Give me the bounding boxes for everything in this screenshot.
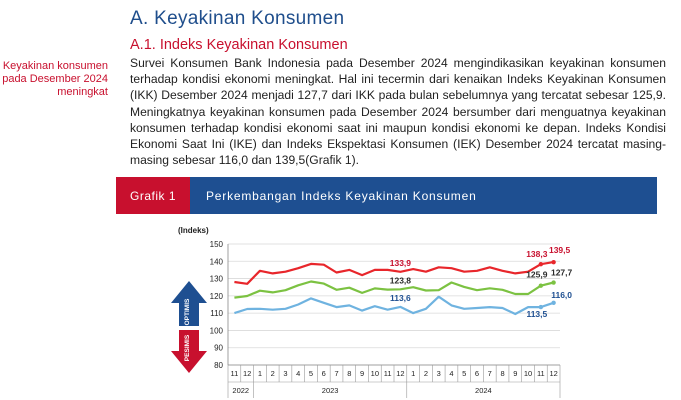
body-paragraph: Survei Konsumen Bank Indonesia pada Desember 2024 mengindikasikan keyakinan konsumen terhadap kondisi ekonomi meningkat. Hal ini tecermin dari kenaikan Indeks Keyakinan Konsumen (IKK) Desember 2024 menjadi 127,7 dari IKK pada bulan sebelumnya yang tercatat sebesar 125,9. Meningkatnya keyakinan konsumen pada Desember 2024 bersumber dari menguatnya keyakinan konsumen terhadap kondisi ekonomi saat ini maupun kondisi ekonomi ke depan. Indeks Kondisi Ekonomi Saat Ini (IKE) dan Indeks Ekspektasi Konsumen (IEK) Desember 2024 tercatat masing-masing sebesar 116,0 dan 139,5(Grafik 1).: [130, 56, 666, 168]
x-tick-label: 1: [411, 369, 416, 378]
data-label-iek: 138,3: [526, 249, 548, 260]
y-tick-label: 130: [209, 274, 223, 284]
y-tick-label: 100: [209, 326, 223, 336]
year-label: 2024: [475, 386, 492, 395]
y-tick-label: 110: [210, 309, 223, 319]
x-tick-label: 8: [347, 369, 352, 378]
x-tick-label: 7: [334, 369, 339, 378]
x-tick-label: 6: [321, 369, 326, 378]
x-tick-label: 6: [474, 369, 480, 378]
x-tick-label: 11: [230, 369, 239, 378]
year-label: 2022: [232, 386, 250, 395]
section-title: A. Keyakinan Konsumen: [130, 8, 345, 29]
data-label-ikk: 125,9: [526, 269, 548, 280]
data-label-ikk: 127,7: [550, 267, 573, 278]
x-tick-label: 5: [308, 369, 314, 378]
x-tick-label: 8: [500, 369, 505, 378]
year-label: 2023: [321, 386, 339, 395]
x-tick-label: 10: [370, 369, 380, 378]
data-point-iek: [551, 260, 555, 264]
data-point-ikk: [551, 280, 555, 284]
y-tick-label: 140: [209, 257, 223, 267]
data-point-iek: [539, 262, 543, 266]
x-tick-label: 1: [257, 369, 263, 378]
chart-tag: Grafik 1: [116, 177, 190, 214]
data-point-ikk: [539, 283, 543, 287]
x-tick-label: 10: [523, 369, 533, 378]
x-tick-label: 2: [423, 369, 429, 378]
x-tick-label: 3: [283, 369, 288, 378]
data-label-ike: 116,0: [551, 289, 573, 300]
data-label-iek: 133,9: [389, 257, 412, 268]
data-label-ike: 113,5: [526, 309, 548, 320]
data-label-iek: 139,5: [548, 245, 571, 256]
data-label-ike: 113,6: [389, 292, 411, 303]
x-tick-label: 11: [536, 369, 545, 378]
section-subtitle: A.1. Indeks Keyakinan Konsumen: [130, 37, 348, 53]
y-axis-label: (Indeks): [178, 226, 209, 235]
x-tick-label: 12: [549, 369, 558, 378]
margin-note: Keyakinan konsumen pada Desember 2024 meningkat: [2, 60, 108, 98]
x-tick-label: 7: [487, 369, 492, 378]
x-tick-label: 12: [242, 369, 252, 378]
pesimis-label: PESIMIS: [184, 334, 191, 362]
data-label-ikk: 123,8: [389, 275, 412, 286]
x-tick-label: 12: [396, 369, 405, 378]
y-tick-label: 80: [214, 361, 223, 370]
x-tick-label: 9: [359, 369, 365, 378]
x-tick-label: 4: [296, 369, 301, 378]
data-point-ike: [551, 301, 555, 305]
x-tick-label: 11: [383, 369, 392, 378]
chart-title: Perkembangan Indeks Keyakinan Konsumen: [190, 177, 657, 214]
y-tick-label: 90: [214, 343, 223, 353]
x-tick-label: 3: [436, 369, 441, 378]
x-tick-label: 2: [270, 369, 275, 378]
x-tick-label: 4: [449, 369, 454, 378]
y-tick-label: 120: [209, 291, 223, 301]
x-tick-label: 5: [462, 369, 467, 378]
optimis-label: OPTIMIS: [184, 298, 191, 326]
x-tick-label: 9: [513, 369, 518, 378]
y-tick-label: 150: [209, 240, 223, 249]
